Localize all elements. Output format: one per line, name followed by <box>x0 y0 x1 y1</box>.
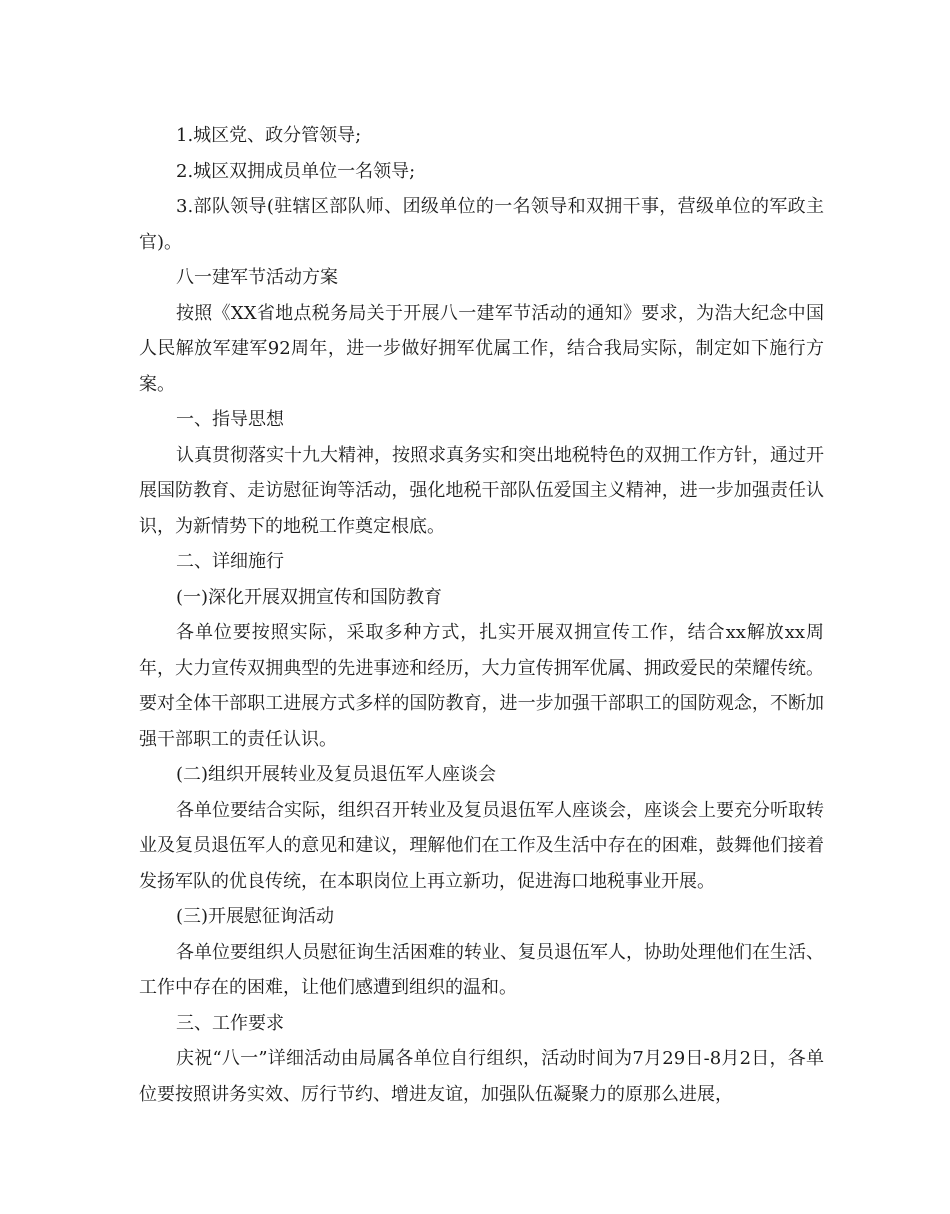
section-heading: 一、指导思想 <box>176 409 284 430</box>
body-paragraph: 庆祝“八一”详细活动由局属各单位自行组织，活动时间为7月29日-8月2日，各单位要按照讲务实效、厉行节约、增进友谊，加强队伍凝聚力的原那么进展， <box>139 1048 824 1105</box>
body-paragraph: 认真贯彻落实十九大精神，按照求真务实和突出地税特色的双拥工作方针，通过开展国防教育、走访慰征询等活动，强化地税干部队伍爱国主义精神，进一步加强责任认识，为新情势下的地税工作奠定根底。 <box>139 444 824 537</box>
body-paragraph: 按照《XX省地点税务局关于开展八一建军节活动的通知》要求，为浩大纪念中国人民解放军建军92周年，进一步做好拥军优属工作，结合我局实际，制定如下施行方案。 <box>139 302 824 395</box>
body-paragraph: 各单位要结合实际，组织召开转业及复员退伍军人座谈会，座谈会上要充分听取转业及复员退伍军人的意见和建议，理解他们在工作及生活中存在的困难，鼓舞他们接着发扬军队的优良传统，在本职岗位上再立新功，促进海口地税事业开展。 <box>139 799 824 892</box>
section-title: 八一建军节活动方案 <box>176 267 338 288</box>
list-item-2: 2.城区双拥成员单位一名领导; <box>176 160 416 182</box>
subsection-heading: (三)开展慰征询活动 <box>176 906 335 927</box>
list-item-1: 1.城区党、政分管领导; <box>176 125 362 146</box>
body-paragraph: 各单位要组织人员慰征询生活困难的转业、复员退伍军人，协助处理他们在生活、工作中存在的困难，让他们感遭到组织的温和。 <box>139 941 824 998</box>
section-heading: 二、详细施行 <box>176 551 284 572</box>
section-heading: 三、工作要求 <box>176 1012 284 1034</box>
document-body <box>139 118 824 1112</box>
body-paragraph: 各单位要按照实际，采取多种方式，扎实开展双拥宣传工作，结合xx解放xx周年，大力宣传双拥典型的先进事迹和经历，大力宣传拥军优属、拥政爱民的荣耀传统。要对全体干部职工进展方式多样的国防教育，进一步加强干部职工的国防观念，不断加强干部职工的责任认识。 <box>139 622 824 750</box>
subsection-heading: (一)深化开展双拥宣传和国防教育 <box>176 586 443 608</box>
subsection-heading: (二)组织开展转业及复员退伍军人座谈会 <box>176 764 497 785</box>
list-item-3: 3.部队领导(驻辖区部队师、团级单位的一名领导和双拥干事，营级单位的军政主官)。 <box>139 196 824 253</box>
